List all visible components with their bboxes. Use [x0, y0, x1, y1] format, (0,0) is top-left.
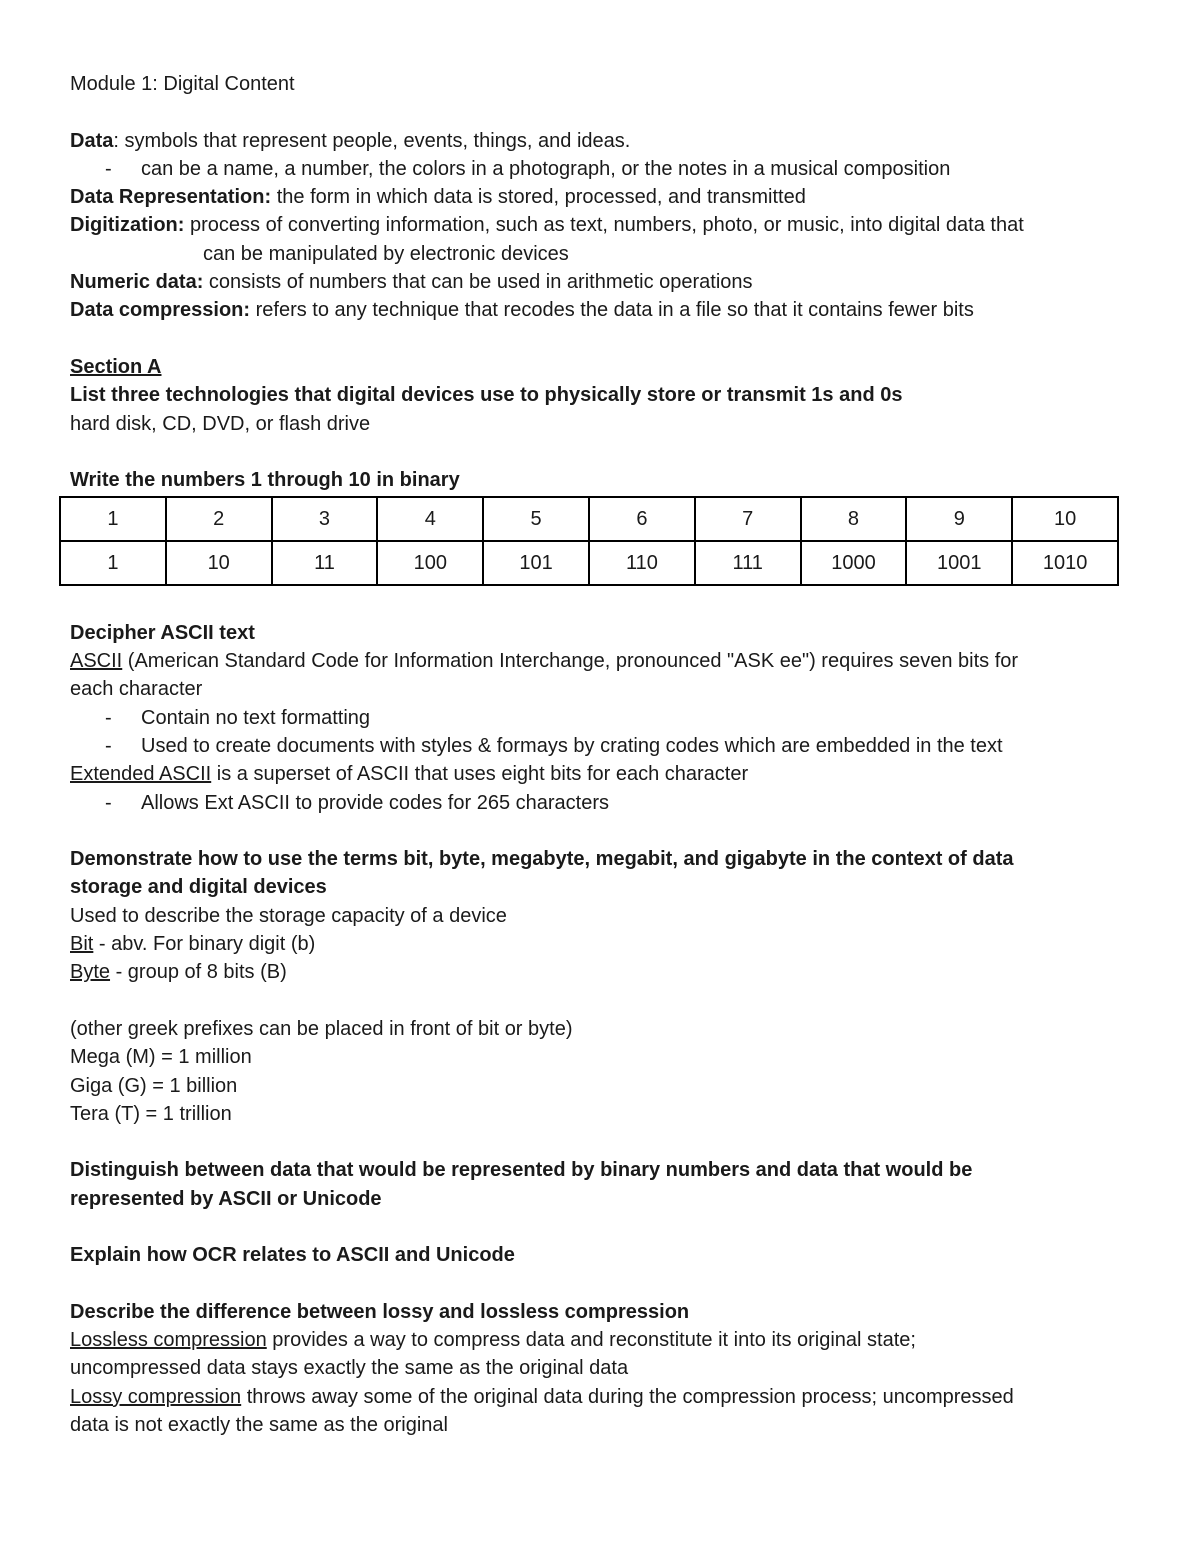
question-compression: Describe the difference between lossy and lossless compression: [70, 1300, 690, 1323]
binary-table-decimal-row: [60, 497, 1118, 541]
question-binary: Write the numbers 1 through 10 in binary: [70, 469, 460, 492]
question-binary-vs-ascii: Distinguish between data that would be represented by binary numbers and data that would be: [70, 1159, 973, 1182]
ascii-bullet: - Used to create documents with styles & formays by crating codes which are embedded in the text: [70, 732, 1130, 760]
lossless-definition-cont: uncompressed data stays exactly the same as the original data: [70, 1357, 629, 1380]
section-a-heading: Section A: [70, 355, 162, 378]
definition-compression: Data compression: refers to any technique that recodes the data in a file so that it contains fewer bits: [70, 299, 974, 322]
extended-ascii-bullet: - Allows Ext ASCII to provide codes for 265 characters: [70, 789, 1130, 817]
ascii-definition: ASCII (American Standard Code for Information Interchange, pronounced "ASK ee") requires seven bits for: [70, 650, 1019, 673]
term-lossy: Lossy compression: [70, 1385, 242, 1408]
term-compression: Data compression:: [70, 299, 251, 322]
table-cell: 1000: [801, 541, 907, 585]
term-ascii: ASCII: [70, 650, 123, 673]
table-cell: 3: [272, 497, 378, 541]
table-cell: 7: [695, 497, 801, 541]
question-storage-terms-cont: storage and digital devices: [70, 876, 327, 899]
term-byte: Byte: [70, 961, 111, 984]
table-cell: 100: [377, 541, 483, 585]
term-bit: Bit: [70, 933, 94, 956]
question-binary-vs-ascii-cont: represented by ASCII or Unicode: [70, 1187, 382, 1210]
definition-digitization: Digitization: process of converting information, such as text, numbers, photo, or music, into digital data that: [70, 214, 1024, 237]
lossless-definition: Lossless compression provides a way to compress data and reconstitute it into its original state;: [70, 1329, 916, 1352]
question-ascii: Decipher ASCII text: [70, 621, 255, 644]
definition-data-text: : symbols that represent people, events, things, and ideas.: [113, 129, 631, 152]
bullet-dash: -: [105, 706, 112, 729]
ascii-bullet: - Contain no text formatting: [70, 704, 1130, 732]
definition-numeric: Numeric data: consists of numbers that can be used in arithmetic operations: [70, 271, 753, 294]
table-cell: 111: [695, 541, 801, 585]
document-title: Module 1: Digital Content: [70, 73, 295, 95]
table-cell: 5: [483, 497, 589, 541]
lossy-definition-cont: data is not exactly the same as the original: [70, 1414, 448, 1437]
byte-definition: Byte - group of 8 bits (B): [70, 961, 287, 984]
table-cell: 10: [166, 541, 272, 585]
term-representation: Data Representation:: [70, 186, 272, 209]
prefix-mega: Mega (M) = 1 million: [70, 1046, 252, 1069]
definition-data-bullet: - can be a name, a number, the colors in a photograph, or the notes in a musical composition: [70, 155, 1130, 183]
table-cell: 1: [60, 497, 166, 541]
table-cell: 1010: [1012, 541, 1118, 585]
extended-ascii-definition: Extended ASCII is a superset of ASCII that uses eight bits for each character: [70, 763, 749, 786]
term-data: Data: [70, 129, 114, 152]
definition-data: [70, 127, 1130, 155]
prefix-giga: Giga (G) = 1 billion: [70, 1074, 238, 1097]
lossy-definition: Lossy compression throws away some of the original data during the compression process; uncompressed: [70, 1385, 1014, 1408]
term-extended-ascii: Extended ASCII: [70, 763, 212, 786]
table-cell: 10: [1012, 497, 1118, 541]
question-ocr: Explain how OCR relates to ASCII and Unicode: [70, 1244, 515, 1267]
table-cell: 9: [906, 497, 1012, 541]
term-digitization: Digitization:: [70, 214, 185, 237]
table-cell: 2: [166, 497, 272, 541]
table-cell: 4: [377, 497, 483, 541]
question-technologies: List three technologies that digital devices use to physically store or transmit 1s and 0s: [70, 384, 903, 407]
bullet-dash: -: [105, 157, 112, 180]
definition-digitization-cont: can be manipulated by electronic devices: [203, 242, 569, 265]
table-cell: 1001: [906, 541, 1012, 585]
table-cell: 6: [589, 497, 695, 541]
table-cell: 11: [272, 541, 378, 585]
binary-table: [59, 496, 1119, 586]
definition-representation: Data Representation: the form in which data is stored, processed, and transmitted: [70, 186, 806, 209]
bit-definition: Bit - abv. For binary digit (b): [70, 933, 316, 956]
bullet-dash: -: [105, 734, 112, 757]
prefix-note: (other greek prefixes can be placed in front of bit or byte): [70, 1017, 573, 1040]
document-page: [70, 70, 1130, 1439]
term-numeric: Numeric data:: [70, 271, 204, 294]
bullet-dash: -: [105, 791, 112, 814]
storage-intro: Used to describe the storage capacity of a device: [70, 904, 507, 927]
table-cell: 101: [483, 541, 589, 585]
table-cell: 8: [801, 497, 907, 541]
ascii-definition-cont: each character: [70, 678, 203, 701]
binary-table-binary-row: [60, 541, 1118, 585]
answer-technologies: hard disk, CD, DVD, or flash drive: [70, 412, 371, 435]
term-lossless: Lossless compression: [70, 1329, 267, 1352]
table-cell: 110: [589, 541, 695, 585]
table-cell: 1: [60, 541, 166, 585]
prefix-tera: Tera (T) = 1 trillion: [70, 1102, 232, 1125]
question-storage-terms: Demonstrate how to use the terms bit, byte, megabyte, megabit, and gigabyte in the context of data: [70, 848, 1014, 871]
